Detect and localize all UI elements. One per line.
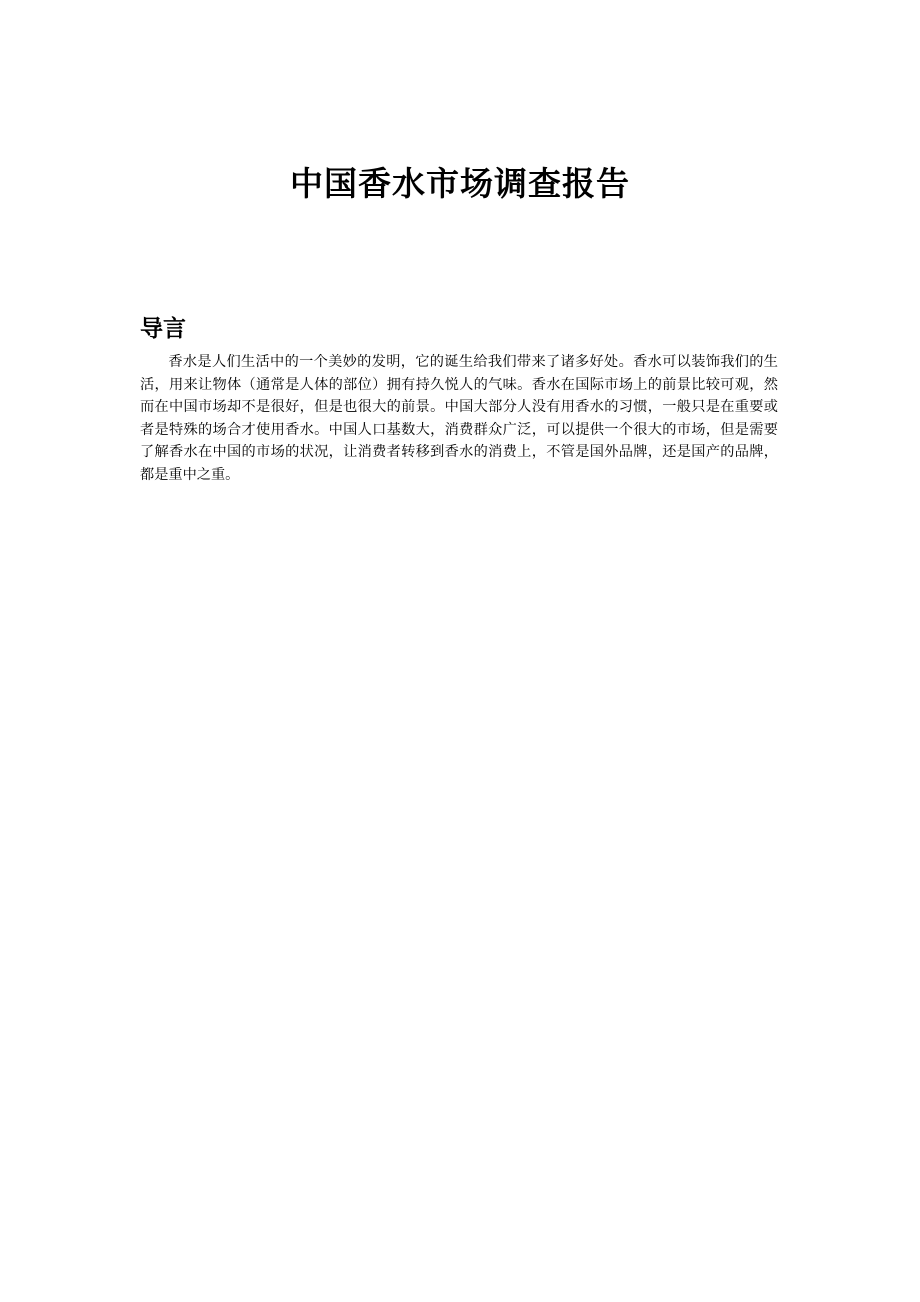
section-heading-introduction: 导言 [140,316,186,342]
introduction-paragraph: 香水是人们生活中的一个美妙的发明，它的诞生给我们带来了诸多好处。香水可以装饰我们的生活，用来让物体（通常是人体的部位）拥有持久悦人的气味。香水在国际市场上的前景比较可观，然而在中国市场却不是很好，但是也很大的前景。中国大部分人没有用香水的习惯，一般只是在重要或者是特殊的场合才使用香水。中国人口基数大，消费群众广泛，可以提供一个很大的市场，但是需要了解香水在中国的市场的状况，让消费者转移到香水的消费上，不管是国外品牌，还是国产的品牌，都是重中之重。 [140,354,778,483]
document-title: 中国香水市场调查报告 [290,164,630,203]
